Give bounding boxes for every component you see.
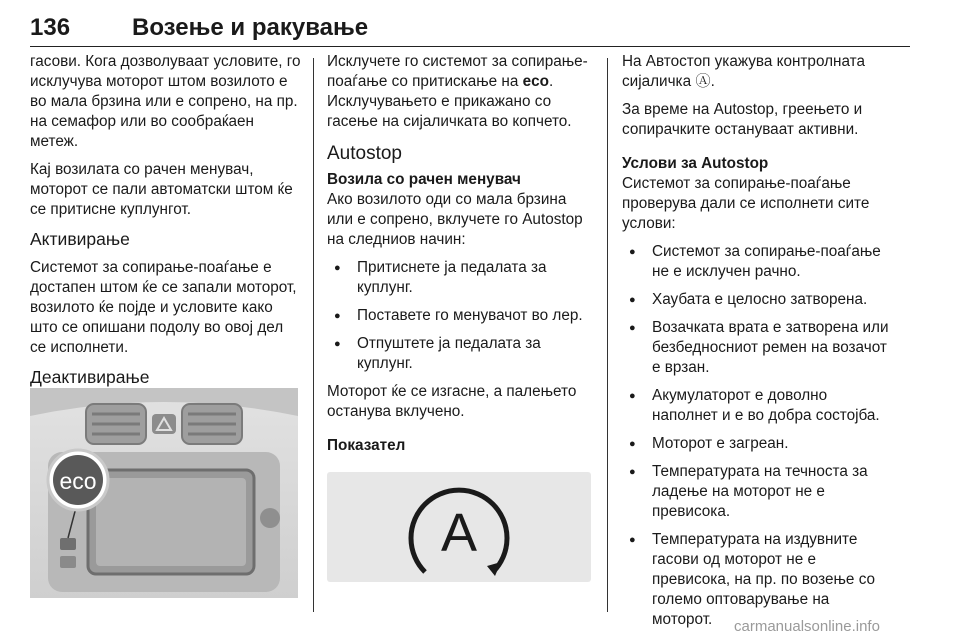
autostop-indicator-illustration (327, 472, 591, 582)
air-vent-left (86, 404, 146, 444)
heading-deactivation: Деактивирање (30, 367, 150, 387)
dashboard-illustration (30, 388, 298, 598)
header-rule (30, 46, 910, 47)
heading-indicator: Показател (327, 437, 406, 454)
heading-conditions: Услови за Autostop (622, 155, 769, 172)
chapter-title: Возење и ракување (132, 14, 369, 41)
watermark: carmanualsonline.info (734, 618, 880, 635)
heading-manual-transmission: Возила со рачен менувач (327, 171, 521, 188)
list-item: ● Моторот е загреан. (622, 434, 892, 454)
paragraph: Системот за сопирање-поаѓање проверува дали се исполнети сите услови: (622, 175, 870, 232)
bullet-list (327, 258, 595, 374)
paragraph: На Автостоп укажува контролната сијаличка Ⓐ. (622, 53, 866, 90)
paragraph: Системот за сопирање-поаѓање е достапен штом ќе се запали моторот, возилото ќе појде и условите како што се опишани подолу во овој дел се исполнети. (30, 259, 297, 356)
paragraph: гасови. Кога дозволуваат условите, го исклучува моторот штом возилото е во мала брзина или е сопрено, на пр. на семафор или во сообраќаен метеж. (30, 53, 301, 150)
list-item: ● Акумулаторот е доволно наполнет и е во добра состојба. (622, 386, 892, 426)
column-divider (607, 58, 608, 612)
column-1 (30, 52, 302, 396)
list-item: ● Системот за сопирање-поаѓање не е исклучен рачно. (622, 242, 892, 282)
bullet-list (622, 242, 892, 630)
paragraph: Исклучете го системот за сопирање-поаѓање со притискање на eco. Исклучувањето е прикажано со гасење на сијаличката во копчето. (327, 53, 588, 130)
paragraph: За време на Autostop, греењето и сопирачките остануваат активни. (622, 101, 863, 138)
list-item: ● Хаубата е целосно затворена. (622, 290, 892, 310)
list-item: ● Притиснете ја педалата за куплунг. (327, 258, 595, 298)
list-item: ● Температурата на издувните гасови од моторот не е превисока, на пр. по возење со големо оптоварување на моторот. (622, 530, 892, 630)
eco-button-small (60, 538, 76, 550)
eco-button-ref: eco (522, 73, 549, 90)
autostop-symbol: A (440, 503, 478, 563)
list-item: ● Отпуштете ја педалата за куплунг. (327, 334, 595, 374)
list-item: ● Температурата на течноста за ладење на моторот не е превисока. (622, 462, 892, 522)
list-item: ● Возачката врата е затворена или безбедносниот ремен на возачот е врзан. (622, 318, 892, 378)
paragraph: Ако возилото оди со мала брзина или е сопрено, вклучете го Autostop на следниов начин: (327, 191, 583, 248)
list-item: ● Поставете го менувачот во лер. (327, 306, 595, 326)
paragraph: Моторот ќе се изгасне, а палењето останува вклучено. (327, 383, 577, 420)
page-number: 136 (30, 14, 71, 41)
air-vent-right (182, 404, 242, 444)
page-header (30, 12, 910, 46)
column-2 (327, 52, 595, 456)
eco-button-label: eco (59, 468, 97, 494)
heading-activation: Активирање (30, 229, 130, 249)
paragraph: Кај возилата со рачен менувач, моторот се пали автоматски штом ќе се притисне куплунгот. (30, 161, 293, 218)
column-3 (622, 52, 892, 638)
column-divider (313, 58, 314, 612)
heading-autostop: Autostop (327, 143, 402, 164)
